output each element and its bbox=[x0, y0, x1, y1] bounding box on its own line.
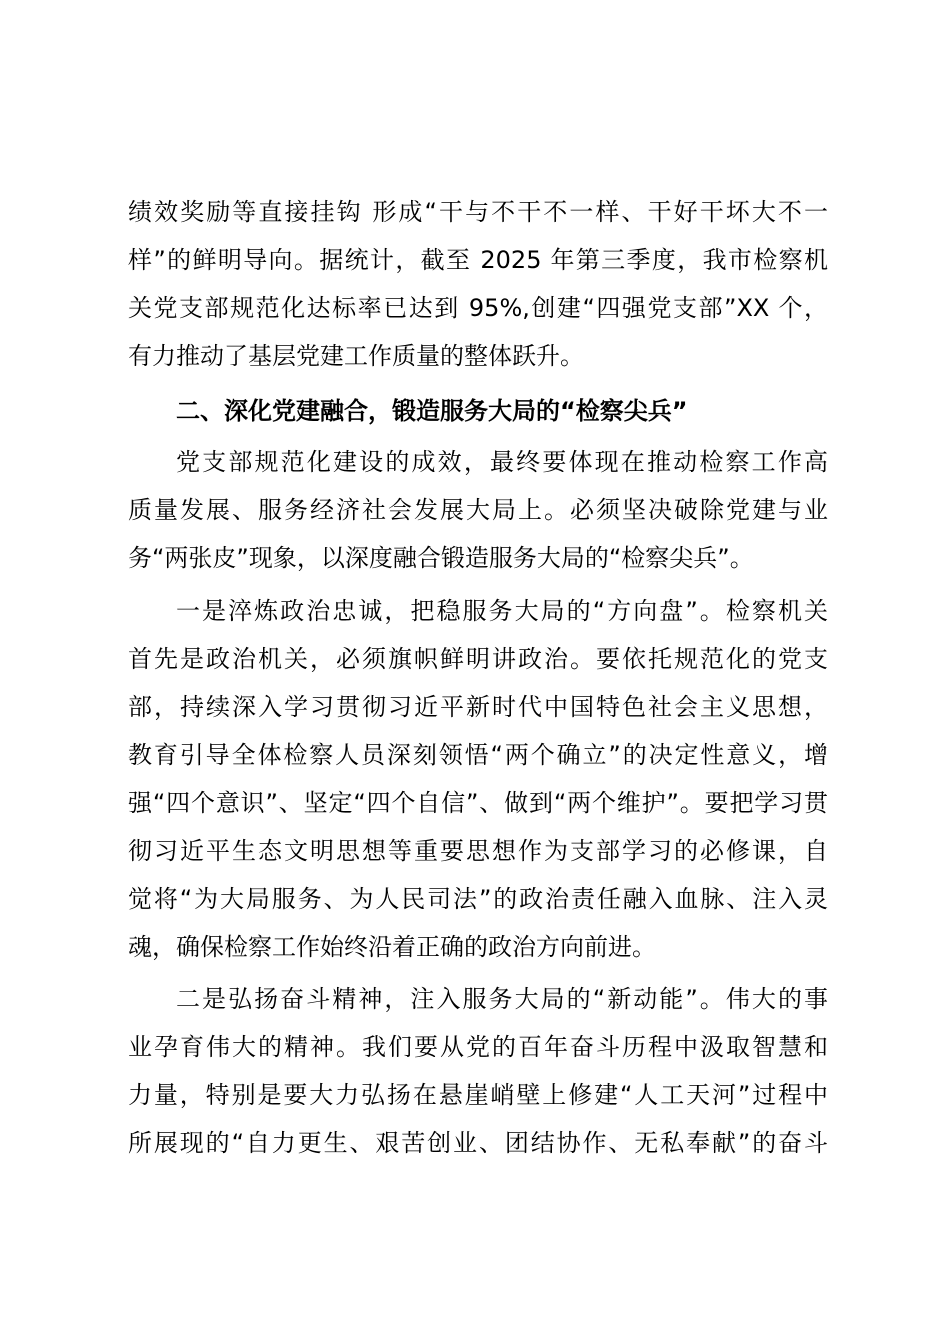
text-line: 教育引导全体检察人员深刻领悟“两个确立”的决定性意义，增 bbox=[128, 741, 828, 769]
text-line: 彻习近平生态文明思想等重要思想作为支部学习的必修课，自 bbox=[128, 837, 828, 865]
text-line: 魂，确保检察工作始终沿着正确的政治方向前进。 bbox=[128, 933, 656, 961]
text-line: 觉将“为大局服务、为人民司法”的政治责任融入血脉、注入灵 bbox=[128, 885, 828, 913]
paragraph-first-line: 一是淬炼政治忠诚，把稳服务大局的“方向盘”。检察机关 bbox=[176, 597, 828, 625]
paragraph-first-line: 二是弘扬奋斗精神，注入服务大局的“新动能”。伟大的事 bbox=[176, 985, 828, 1013]
text-line: 务“两张皮”现象，以深度融合锻造服务大局的“检察尖兵”。 bbox=[128, 544, 754, 572]
text-line: 质量发展、服务经济社会发展大局上。必须坚决破除党建与业 bbox=[128, 496, 828, 524]
text-line: 样”的鲜明导向。据统计，截至 2025 年第三季度，我市检察机 bbox=[128, 246, 828, 274]
section-heading: 二、深化党建融合，锻造服务大局的“检察尖兵” bbox=[176, 397, 688, 425]
text-line: 绩效奖励等直接挂钩 形成“干与不干不一样、干好干坏大不一 bbox=[128, 198, 828, 226]
text-line: 所展现的“自力更生、艰苦创业、团结协作、无私奉献”的奋斗 bbox=[128, 1129, 828, 1157]
text-line: 关党支部规范化达标率已达到 95%,创建“四强党支部”XX 个， bbox=[128, 294, 828, 322]
text-line: 业孕育伟大的精神。我们要从党的百年奋斗历程中汲取智慧和 bbox=[128, 1033, 828, 1061]
text-line: 部，持续深入学习贯彻习近平新时代中国特色社会主义思想， bbox=[128, 693, 828, 721]
text-line: 首先是政治机关，必须旗帜鲜明讲政治。要依托规范化的党支 bbox=[128, 645, 828, 673]
text-line: 有力推动了基层党建工作质量的整体跃升。 bbox=[128, 342, 584, 370]
text-line: 力量，特别是要大力弘扬在悬崖峭壁上修建“人工天河”过程中 bbox=[128, 1081, 828, 1109]
paragraph-first-line: 党支部规范化建设的成效，最终要体现在推动检察工作高 bbox=[176, 448, 828, 476]
text-line: 强“四个意识”、坚定“四个自信”、做到“两个维护”。要把学习贯 bbox=[128, 789, 828, 817]
